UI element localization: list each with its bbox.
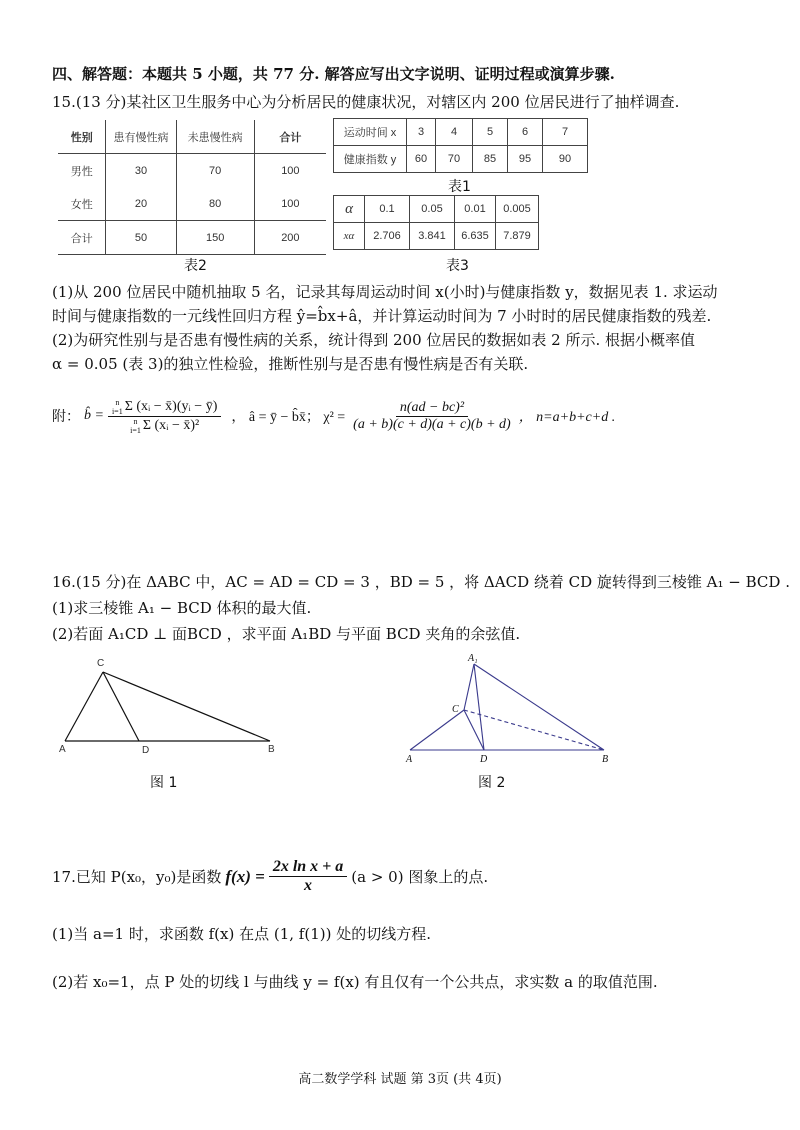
table2-cell: 女性 [70, 198, 93, 211]
table3-cell: 2.706 [365, 223, 410, 250]
table2-header: 性别 [70, 131, 93, 144]
fig1-label-c: C [97, 658, 105, 669]
table2-cell: 合计 [70, 232, 93, 245]
sum-upper: n [133, 416, 138, 426]
fig2-label-d: D [480, 754, 488, 765]
table-row [58, 187, 326, 221]
table3-label: α [334, 196, 365, 223]
table3-cell: 0.01 [455, 196, 496, 223]
table2-cell: 50 [106, 221, 176, 255]
table2-cell: 男性 [70, 165, 93, 178]
q15-part2-line1: (2)为研究性别与是否患有慢性病的关系，统计得到 200 位居民的数据如表 2 所示. 根据小概率值 [52, 331, 696, 349]
table1-cell: 7 [543, 119, 588, 146]
table2-cell: 70 [176, 154, 254, 188]
q15-part1-line1: (1)从 200 位居民中随机抽取 5 名，记录其每周运动时间 x(小时)与健康指数 y，数据见表 1. 求运动 [52, 283, 718, 301]
table2-cell: 100 [254, 154, 326, 188]
table2-header: 患有慢性病 [106, 120, 176, 154]
table3-cell: 3.841 [410, 223, 455, 250]
table-row [334, 119, 588, 146]
figure1-caption: 图 1 [150, 775, 178, 791]
table-row [334, 146, 588, 173]
fig1-label-a: A [59, 744, 66, 755]
fig2-label-c: C [452, 704, 459, 715]
table-row [334, 223, 539, 250]
b-hat: b̂ = [84, 408, 104, 423]
b-hat-fraction [108, 398, 221, 435]
fig2-label-a: A [406, 754, 413, 765]
a-hat-chi-square: ， â = ȳ − b̂x̄； χ² = [231, 410, 346, 425]
q16-part2: (2)若面 A₁CD ⊥ 面BCD ，求平面 A₁BD 与平面 BCD 夹角的余弦值. [52, 625, 521, 643]
sum-lower: i=1 [130, 425, 141, 435]
q15-part2-line2: α = 0.05 (表 3)的独立性检验，推断性别与是否患有慢性病是否有关联. [52, 355, 529, 373]
n-definition: ， n=a+b+c+d . [518, 410, 616, 425]
table3-cell: 0.1 [365, 196, 410, 223]
q17-part2: (2)若 x₀=1，点 P 处的切线 l 与曲线 y = f(x) 有且仅有一个公共点，求实数 a 的取值范围. [52, 973, 658, 991]
chi-denominator: (a + b)(c + d)(a + c)(b + d) [353, 416, 511, 432]
table2-block [58, 120, 326, 255]
table2-cell: 150 [176, 221, 254, 255]
q15-intro: 15.(13 分)某社区卫生服务中心为分析居民的健康状况，对辖区内 200 位居民进行了抽样调查. [52, 93, 680, 111]
q15-part1-line2: 时间与健康指数的一元线性回归方程 ŷ=b̂x+â，并计算运动时间为 7 小时时的居民健康指数的残差. [52, 307, 712, 325]
q17-fx: f(x) = [225, 866, 265, 886]
appendix-label: 附： [52, 410, 80, 425]
table2-caption: 表2 [184, 258, 207, 274]
figure2 [398, 650, 628, 770]
table2-cell: 100 [254, 187, 326, 221]
fig2-label-a1: A₁ [468, 653, 478, 664]
table1-cell: 60 [407, 146, 436, 173]
table1-caption: 表1 [448, 179, 471, 195]
q16-line1: 16.(15 分)在 ΔABC 中，AC = AD = CD = 3 ，BD = 5 ，将 ΔACD 绕着 CD 旋转得到三棱锥 A₁ − BCD . [52, 573, 790, 591]
table2-cell: 80 [176, 187, 254, 221]
page-footer: 高二数学学科 试题 第 3页 (共 4页) [298, 1072, 502, 1087]
table3-cell: 6.635 [455, 223, 496, 250]
table1-cell: 90 [543, 146, 588, 173]
table2-header: 未患慢性病 [176, 120, 254, 154]
table1-cell: 70 [436, 146, 473, 173]
table3-cell: 0.05 [410, 196, 455, 223]
table3-cell: 7.879 [496, 223, 539, 250]
table2-cell: 20 [106, 187, 176, 221]
q16-part1: (1)求三棱锥 A₁ − BCD 体积的最大值. [52, 599, 312, 617]
sum-upper: n [115, 397, 120, 407]
q17-part1: (1)当 a=1 时，求函数 f(x) 在点 (1, f(1)) 处的切线方程. [52, 925, 431, 943]
table-row [58, 154, 326, 188]
section-heading: 四、解答题：本题共 5 小题，共 77 分. 解答应写出文字说明、证明过程或演算步骤. [52, 65, 615, 83]
q17-numerator: 2x ln x + a [269, 858, 347, 877]
b-hat-denominator [126, 417, 203, 435]
table2-cell: 200 [254, 221, 326, 255]
table2 [58, 120, 326, 255]
table3-label: xα [334, 223, 365, 250]
appendix-formula [52, 380, 615, 452]
sum-lower: i=1 [111, 406, 123, 416]
b-hat-numerator [108, 398, 221, 417]
b-numerator-text: Σ (xᵢ − x̄)(yᵢ − ȳ) [124, 398, 218, 414]
table1-cell: 3 [407, 119, 436, 146]
chi-square-fraction [349, 400, 515, 433]
table3-caption: 表3 [446, 258, 469, 274]
fig1-label-b: B [268, 744, 275, 755]
table1 [333, 118, 588, 173]
fig1-label-d: D [142, 745, 150, 756]
table1-cell: 5 [473, 119, 508, 146]
table3 [333, 195, 539, 250]
table-row [58, 221, 326, 255]
q17-stem [52, 858, 488, 895]
figure1 [55, 650, 295, 760]
chi-numerator: n(ad − bc)² [396, 400, 468, 417]
fig2-label-b: B [602, 754, 609, 765]
q17-fraction [269, 858, 347, 895]
table1-cell: 85 [473, 146, 508, 173]
b-denominator-text: Σ (xᵢ − x̄)² [142, 417, 200, 433]
table2-header: 合计 [254, 120, 326, 154]
table1-cell: 95 [508, 146, 543, 173]
q17-denominator: x [304, 877, 313, 894]
table-row [334, 196, 539, 223]
figure2-caption: 图 2 [478, 775, 506, 791]
q17-condition: (a > 0) 图象上的点. [351, 868, 489, 886]
table1-label: 运动时间 x [334, 119, 407, 146]
table2-cell: 30 [106, 154, 176, 188]
table3-cell: 0.005 [496, 196, 539, 223]
table1-cell: 6 [508, 119, 543, 146]
table1-label: 健康指数 y [334, 146, 407, 173]
q17-prefix: 17.已知 P(x₀，y₀)是函数 [52, 868, 222, 886]
table1-cell: 4 [436, 119, 473, 146]
